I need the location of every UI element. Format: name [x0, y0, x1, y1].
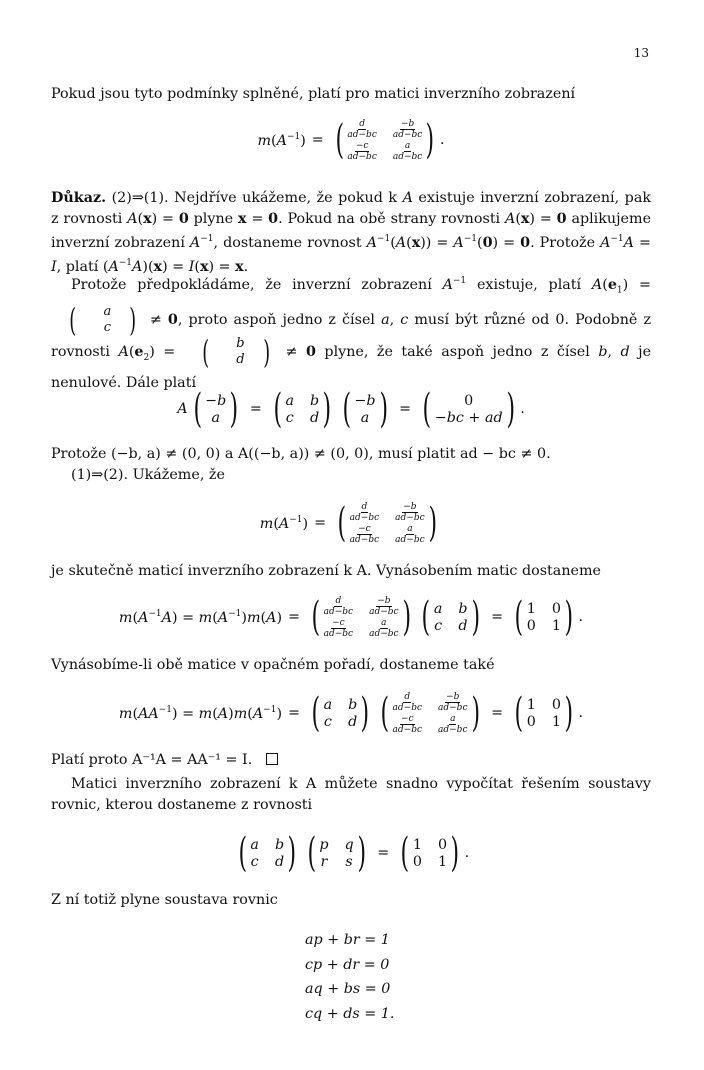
equation-column-product: A ( −b a ) = ( a b c d ) ( −b a ) = ( 0 −bc + ad ) .: [177, 386, 525, 432]
paragraph-intro: Pokud jsou tyto podmínky splněné, platí pro matici inverzního zobrazení: [51, 86, 576, 102]
paragraph-computing-inverse: Matici inverzního zobrazení k A můžete snadno vypočítat řešením soustavy rovnic, kterou dostaneme z rovnosti: [51, 776, 651, 813]
paragraph-conclusion: Platí proto A⁻¹A = AA⁻¹ = I.: [51, 750, 651, 771]
proof-paragraph: Důkaz. (2)⇒(1). Nejdříve ukážeme, že pokud k A existuje inverzní zobrazení, pak z rovnosti A(x) = 0 plyne x = 0. Pokud na obě strany rovnosti A(x) = 0 aplikujeme inverzní zobrazení $A^{-1}$, dostaneme rovnost $A^{-1}(A(x)) = A^{-1}(0) = 0$. Protože $A^{-1}A = I$, platí $(A^{-1}A)(x) = I(x) = x$.: [51, 190, 652, 276]
equation-system: [305, 928, 394, 1026]
equation-inverse-matrix: $m(A^{-1})$ = ( d ad−bc −b ad−bc −c ad−bc a ad−bc ) .: [257, 117, 445, 163]
equation-right-product: $m(AA^{-1}) = m(A)m(A^{-1})$ = ( a b c d ) ( d ad−bc −b ad−bc −c ad−bc a ad−bc ) = ( 1 0 0 1 ) .: [118, 690, 584, 736]
paragraph-system-intro: Z ní totiž plyne soustava rovnic: [51, 892, 278, 908]
equation-inverse-matrix-2: $m(A^{-1})$ = ( d ad−bc −b ad−bc −c ad−bc a ad−bc ): [259, 500, 437, 546]
paragraph-reverse-order: Vynásobíme-li obě matice v opačném pořadí, dostaneme také: [51, 657, 495, 673]
paragraph-nonzero-determinant: Protože (−b, a) ≠ (0, 0) a A((−b, a)) ≠ (0, 0), musí platit ad − bc ≠ 0.: [51, 446, 551, 462]
qed-square-icon: [266, 753, 278, 765]
equation-system-matrix: ( a b c d ) ( p q r s ) = ( 1 0 0 1 ) .: [238, 830, 470, 876]
equation-line: cq + ds = 1.: [305, 1005, 395, 1022]
equation-line: ap + br = 1: [305, 932, 390, 948]
equation-line: cp + dr = 0: [305, 956, 390, 973]
equation-left-product: $m(A^{-1}A) = m(A^{-1})m(A)$ = ( d ad−bc −b ad−bc −c ad−bc a ad−bc ) ( a b c d ) = ( 1 0 0 1 ) .: [118, 594, 584, 640]
equation-line: aq + bs = 0: [305, 981, 391, 997]
page-number: 13: [633, 46, 649, 60]
paragraph-multiplication: je skutečně maticí inverzního zobrazení k A. Vynásobením matic dostaneme: [51, 563, 602, 579]
paragraph-converse: (1)⇒(2). Ukážeme, že: [71, 467, 225, 483]
proof-label: Důkaz.: [51, 190, 107, 206]
paragraph-columns: Protože předpokládáme, že inverzní zobrazení $A^{-1}$ existuje, platí $A(e_1)$ = ( a c ) ≠ 0, proto aspoň jedno z čísel a, c musí být různé od 0. Podobně z rovnosti $A(e_2)$ = ( b d ) ≠ 0 plyne, že také aspoň jedno z čísel b, d je nenulové. Dále platí: [51, 276, 652, 392]
